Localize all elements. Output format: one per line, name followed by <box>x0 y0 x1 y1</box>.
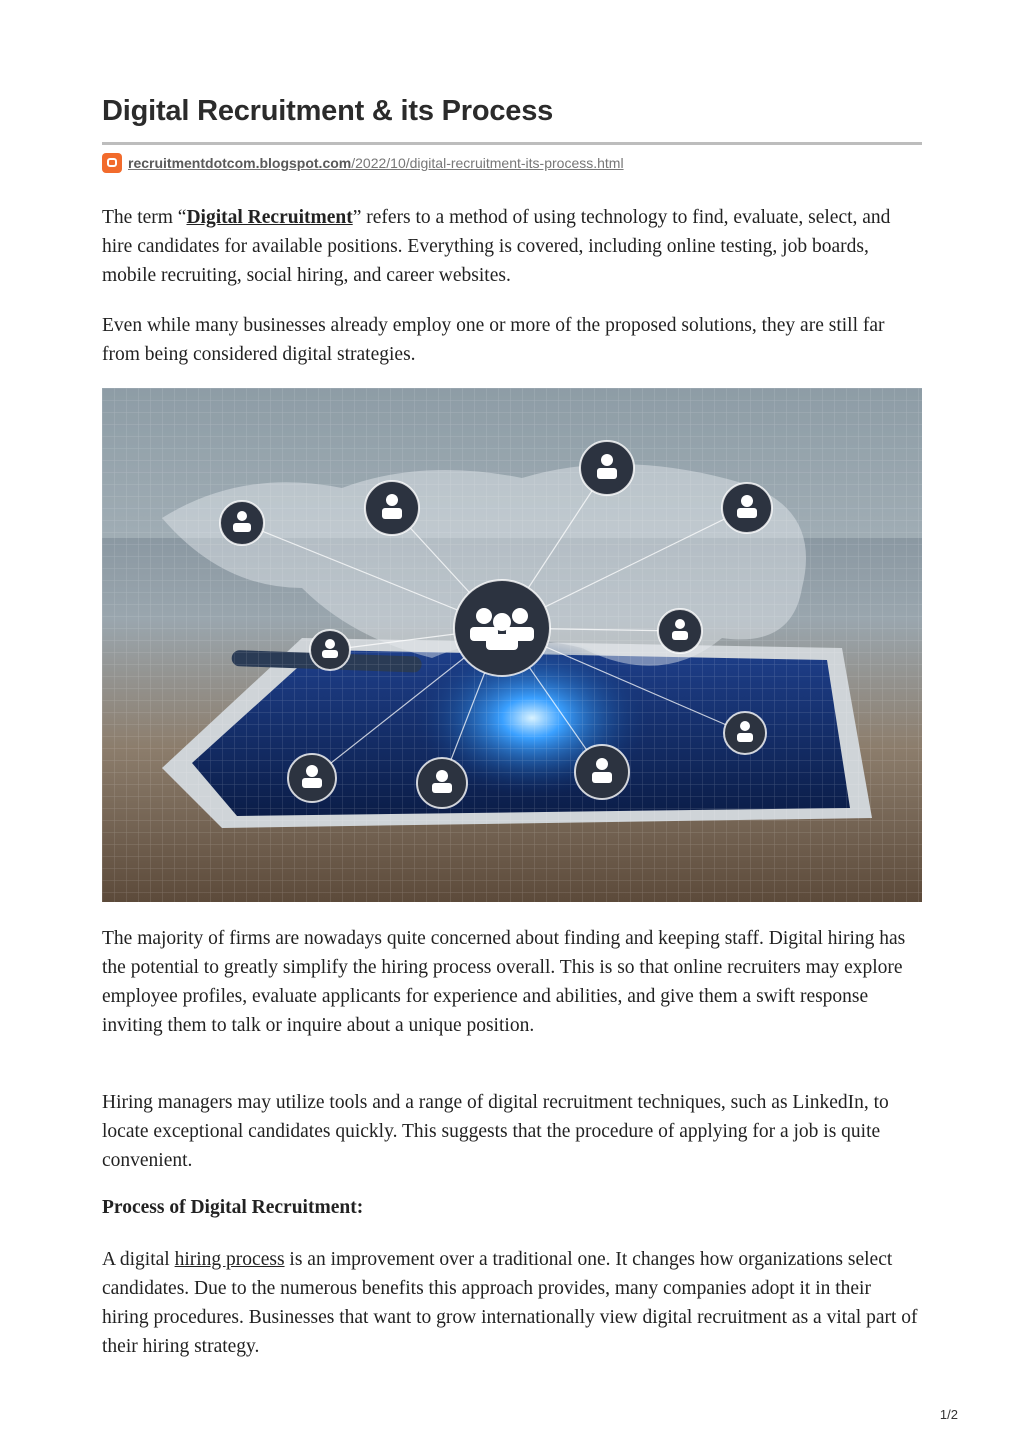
people-network-icon <box>102 388 922 902</box>
paragraph-3: The majority of firms are nowadays quite concerned about finding and keeping staff. Digital hiring has the potential to greatly simplify the hiring process overall. This is so that online recruiters may explore employee profiles, evaluate applicants for experience and abilities, and give them a swift response inviting them to talk or inquire about a unique position. <box>102 928 906 1036</box>
intro-paragraph: The term “Digital Recruitment” refers to a method of using technology to find, evaluate, select, and hire candidates for available positions. Everything is covered, including online testing, job boards, mobile recruiting, social hiring, and career websites. <box>102 207 891 286</box>
section-heading: Process of Digital Recruitment: <box>102 1197 364 1218</box>
paragraph-4: Hiring managers may utilize tools and a range of digital recruitment techniques, such as LinkedIn, to locate exceptional candidates quickly. This suggests that the procedure of applying for a job is quite convenient. <box>102 1092 889 1171</box>
hero-image <box>102 388 922 902</box>
hiring-process-link[interactable]: hiring process <box>174 1249 285 1270</box>
digital-recruitment-link[interactable]: Digital Recruitment <box>186 207 353 228</box>
page-number: 1/2 <box>939 1407 958 1422</box>
title-divider <box>102 142 922 145</box>
paragraph-5: A digital hiring process is an improvement over a traditional one. It changes how organizations select candidates. Due to the numerous benefits this approach provides, many companies adopt it in their hiring procedures. Businesses that want to grow internationally view digital recruitment as a vital part of their hiring strategy. <box>102 1249 918 1357</box>
source-url <box>102 152 624 174</box>
source-link[interactable]: recruitmentdotcom.blogspot.com/2022/10/digital-recruitment-its-process.html <box>128 155 624 171</box>
paragraph-2: Even while many businesses already employ one or more of the proposed solutions, they are still far from being considered digital strategies. <box>102 315 885 365</box>
blogger-icon <box>102 153 122 173</box>
page-title: Digital Recruitment & its Process <box>102 95 554 127</box>
